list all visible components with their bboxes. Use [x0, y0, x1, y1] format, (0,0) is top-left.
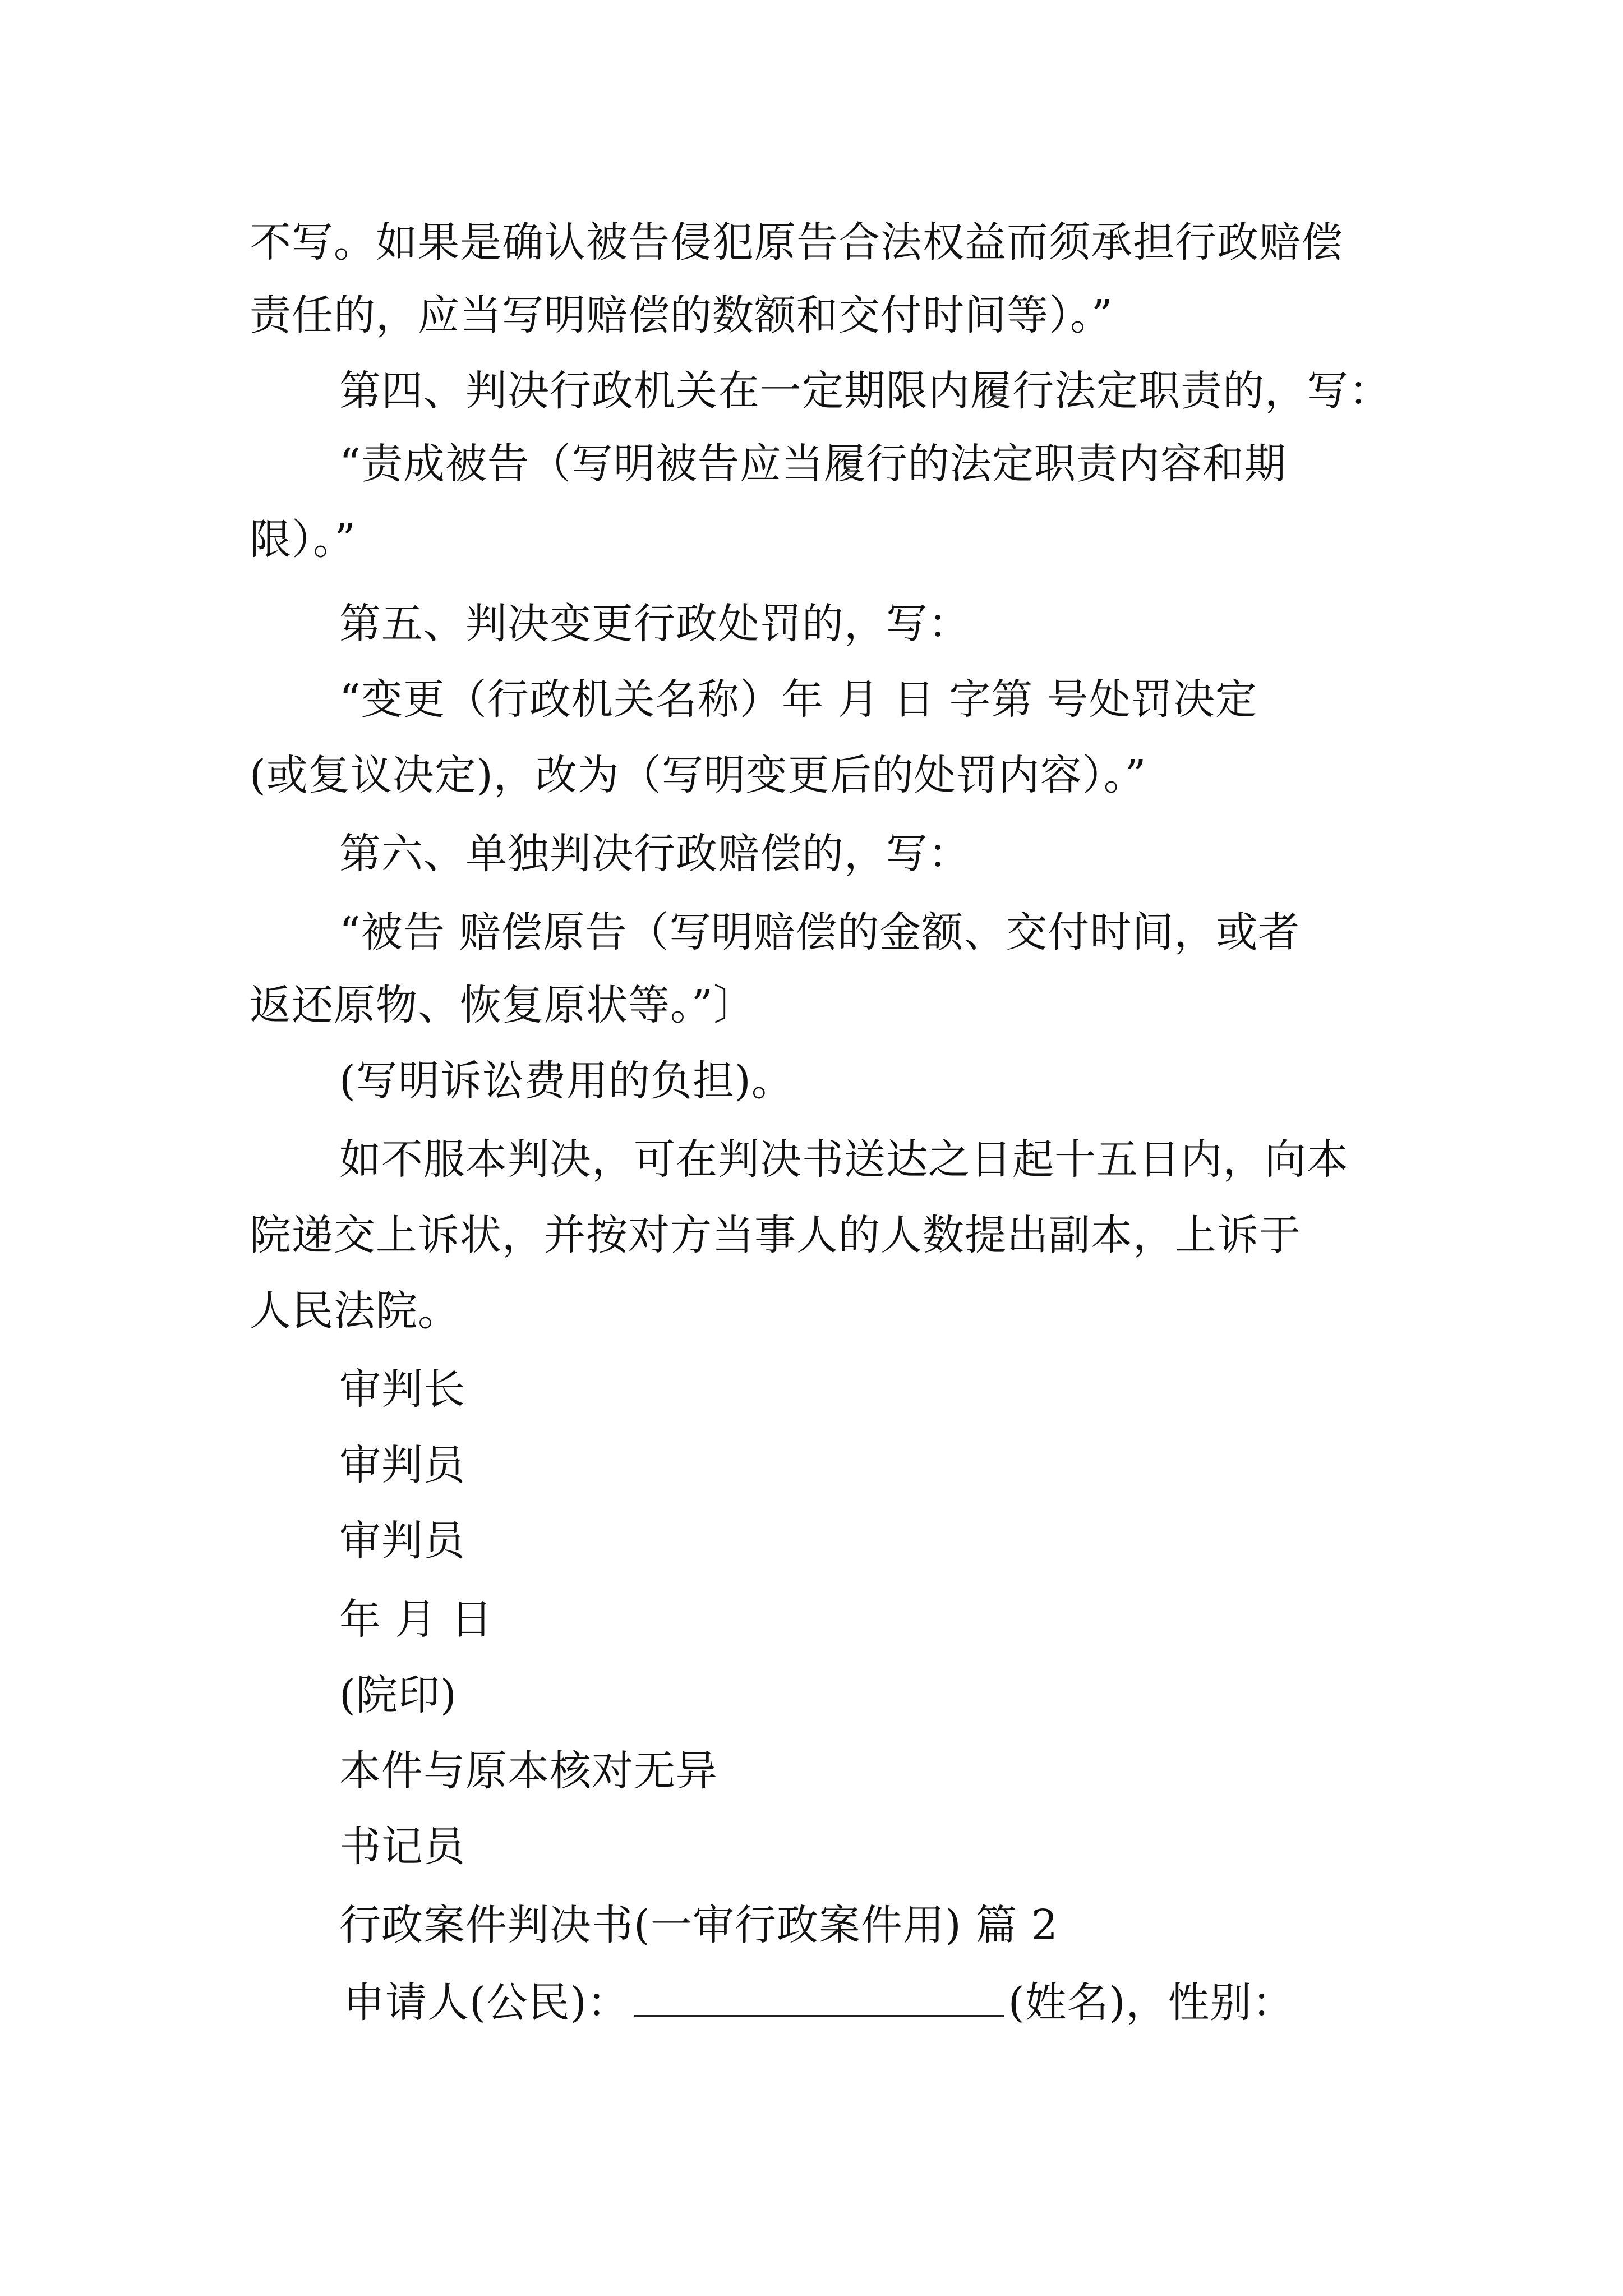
text-line-18: 审判员 — [339, 1517, 465, 1565]
text-line-1: 不写。如果是确认被告侵犯原告合法权益而须承担行政赔偿 — [250, 218, 1343, 266]
text-line-16: 审判长 — [339, 1365, 465, 1414]
text-line-6: 第五、判决变更行政处罚的，写： — [339, 600, 970, 648]
applicant-suffix: (姓名)，性别： — [1008, 1978, 1294, 2027]
text-line-15: 人民法院。 — [250, 1287, 460, 1335]
text-line-10: “被告 赔偿原告（写明赔偿的金额、交付时间，或者 — [339, 908, 1301, 956]
text-line-13: 如不服本判决，可在判决书送达之日起十五日内，向本 — [339, 1135, 1349, 1184]
text-line-19: 年 月 日 — [339, 1595, 494, 1644]
text-line-5: 限）。” — [250, 516, 356, 564]
text-line-14: 院递交上诉状，并按对方当事人的人数提出副本，上诉于 — [250, 1211, 1301, 1259]
text-line-12: (写明诉讼费用的负担)。 — [339, 1057, 794, 1105]
name-blank-underline — [634, 1980, 1004, 2017]
text-line-22: 书记员 — [339, 1823, 465, 1871]
text-line-2: 责任的，应当写明赔偿的数额和交付时间等）。” — [250, 291, 1113, 339]
text-line-7: “变更（行政机关名称）年 月 日 字第 号处罚决定 — [339, 675, 1257, 724]
text-line-23: 行政案件判决书(一审行政案件用) 篇 2 — [339, 1901, 1058, 1949]
text-line-4: “责成被告（写明被告应当履行的法定职责内容和期 — [339, 440, 1287, 488]
text-line-21: 本件与原本核对无异 — [339, 1747, 718, 1795]
applicant-prefix: 申请人(公民)： — [343, 1978, 629, 2027]
text-line-3: 第四、判决行政机关在一定期限内履行法定职责的，写： — [339, 367, 1391, 415]
text-line-9: 第六、单独判决行政赔偿的，写： — [339, 830, 970, 878]
applicant-line — [343, 1978, 1294, 2027]
text-line-11: 返还原物、恢复原状等。”〕 — [250, 981, 755, 1029]
text-line-8: (或复议决定)，改为（写明变更后的处罚内容）。” — [250, 751, 1147, 799]
text-line-20: (院印) — [339, 1671, 457, 1719]
text-line-17: 审判员 — [339, 1441, 465, 1489]
